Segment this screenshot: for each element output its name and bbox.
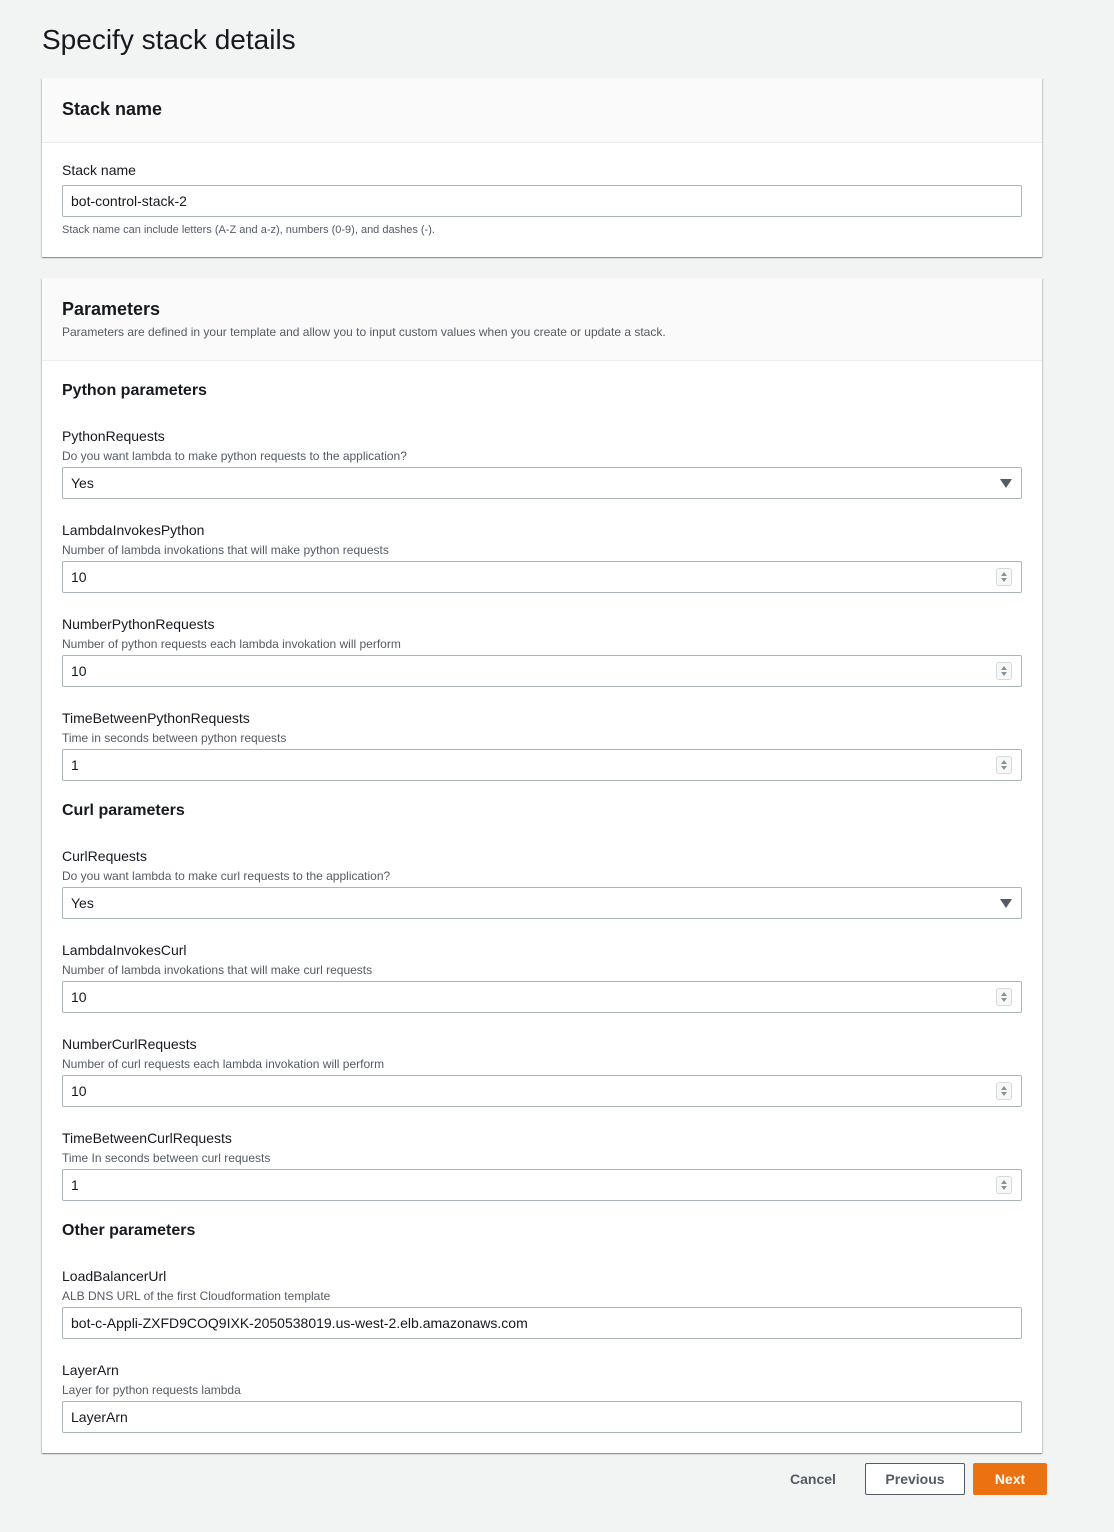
time-between-python-value: 1 <box>71 757 79 773</box>
layer-arn-desc: Layer for python requests lambda <box>62 1383 241 1397</box>
stack-name-input[interactable]: bot-control-stack-2 <box>62 185 1022 217</box>
page-title: Specify stack details <box>42 24 296 55</box>
stack-name-hint: Stack name can include letters (A-Z and a-z), numbers (0-9), and dashes (-). <box>62 224 435 236</box>
lambda-invokes-python-value: 10 <box>71 569 87 585</box>
time-between-curl-label: TimeBetweenCurlRequests <box>62 1130 232 1146</box>
python-requests-value: Yes <box>71 475 94 491</box>
load-balancer-url-input[interactable]: bot-c-Appli-ZXFD9COQ9IXK-2050538019.us-west-2.elb.amazonaws.com <box>62 1307 1022 1339</box>
curl-requests-select[interactable] <box>62 887 1022 919</box>
time-between-python-label: TimeBetweenPythonRequests <box>62 710 250 726</box>
lambda-invokes-python-desc: Number of lambda invokations that will make python requests <box>62 543 389 557</box>
lambda-invokes-curl-value: 10 <box>71 989 87 1005</box>
load-balancer-url-desc: ALB DNS URL of the first Cloudformation template <box>62 1289 331 1303</box>
parameters-panel-description: Parameters are defined in your template and allow you to input custom values when you create or update a stack. <box>62 325 666 339</box>
curl-requests-desc: Do you want lambda to make curl requests to the application? <box>62 869 391 883</box>
number-curl-requests-label: NumberCurlRequests <box>62 1036 197 1052</box>
other-parameters-heading: Other parameters <box>62 1222 196 1239</box>
number-python-requests-desc: Number of python requests each lambda invokation will perform <box>62 637 401 651</box>
time-between-curl-input[interactable] <box>62 1169 1022 1201</box>
python-requests-desc: Do you want lambda to make python requests to the application? <box>62 449 407 463</box>
number-spinner-icon[interactable] <box>996 662 1012 680</box>
number-spinner-icon[interactable] <box>996 1176 1012 1194</box>
stack-name-panel-title: Stack name <box>62 99 163 119</box>
next-button[interactable]: Next <box>973 1463 1047 1495</box>
number-curl-requests-value: 10 <box>71 1083 87 1099</box>
lambda-invokes-curl-desc: Number of lambda invokations that will make curl requests <box>62 963 373 977</box>
number-spinner-icon[interactable] <box>996 1082 1012 1100</box>
parameters-panel <box>42 278 1042 1453</box>
time-between-python-input[interactable] <box>62 749 1022 781</box>
number-python-requests-value: 10 <box>71 663 87 679</box>
python-requests-label: PythonRequests <box>62 428 165 444</box>
curl-requests-label: CurlRequests <box>62 848 147 864</box>
parameters-panel-title: Parameters <box>62 299 161 319</box>
layer-arn-label: LayerArn <box>62 1362 119 1378</box>
number-curl-requests-desc: Number of curl requests each lambda invokation will perform <box>62 1057 385 1071</box>
number-spinner-icon[interactable] <box>996 988 1012 1006</box>
python-requests-select[interactable] <box>62 467 1022 499</box>
time-between-python-desc: Time in seconds between python requests <box>62 731 287 745</box>
parameters-panel-header <box>42 278 1042 361</box>
cancel-button[interactable]: Cancel <box>790 1471 836 1487</box>
load-balancer-url-label: LoadBalancerUrl <box>62 1268 167 1284</box>
lambda-invokes-python-label: LambdaInvokesPython <box>62 522 205 538</box>
lambda-invokes-curl-label: LambdaInvokesCurl <box>62 942 187 958</box>
time-between-curl-desc: Time In seconds between curl requests <box>62 1151 271 1165</box>
lambda-invokes-python-input[interactable] <box>62 561 1022 593</box>
curl-requests-value: Yes <box>71 895 94 911</box>
caret-down-icon <box>1000 479 1012 488</box>
curl-parameters-heading: Curl parameters <box>62 802 185 819</box>
number-python-requests-label: NumberPythonRequests <box>62 616 215 632</box>
number-spinner-icon[interactable] <box>996 568 1012 586</box>
stack-name-panel-header <box>42 78 1042 143</box>
time-between-curl-value: 1 <box>71 1177 79 1193</box>
number-curl-requests-input[interactable] <box>62 1075 1022 1107</box>
stack-name-label: Stack name <box>62 162 136 178</box>
python-parameters-heading: Python parameters <box>62 382 207 399</box>
lambda-invokes-curl-input[interactable] <box>62 981 1022 1013</box>
number-python-requests-input[interactable] <box>62 655 1022 687</box>
caret-down-icon <box>1000 899 1012 908</box>
layer-arn-input[interactable]: LayerArn <box>62 1401 1022 1433</box>
number-spinner-icon[interactable] <box>996 756 1012 774</box>
stack-name-panel <box>42 78 1042 257</box>
previous-button[interactable]: Previous <box>865 1463 965 1495</box>
